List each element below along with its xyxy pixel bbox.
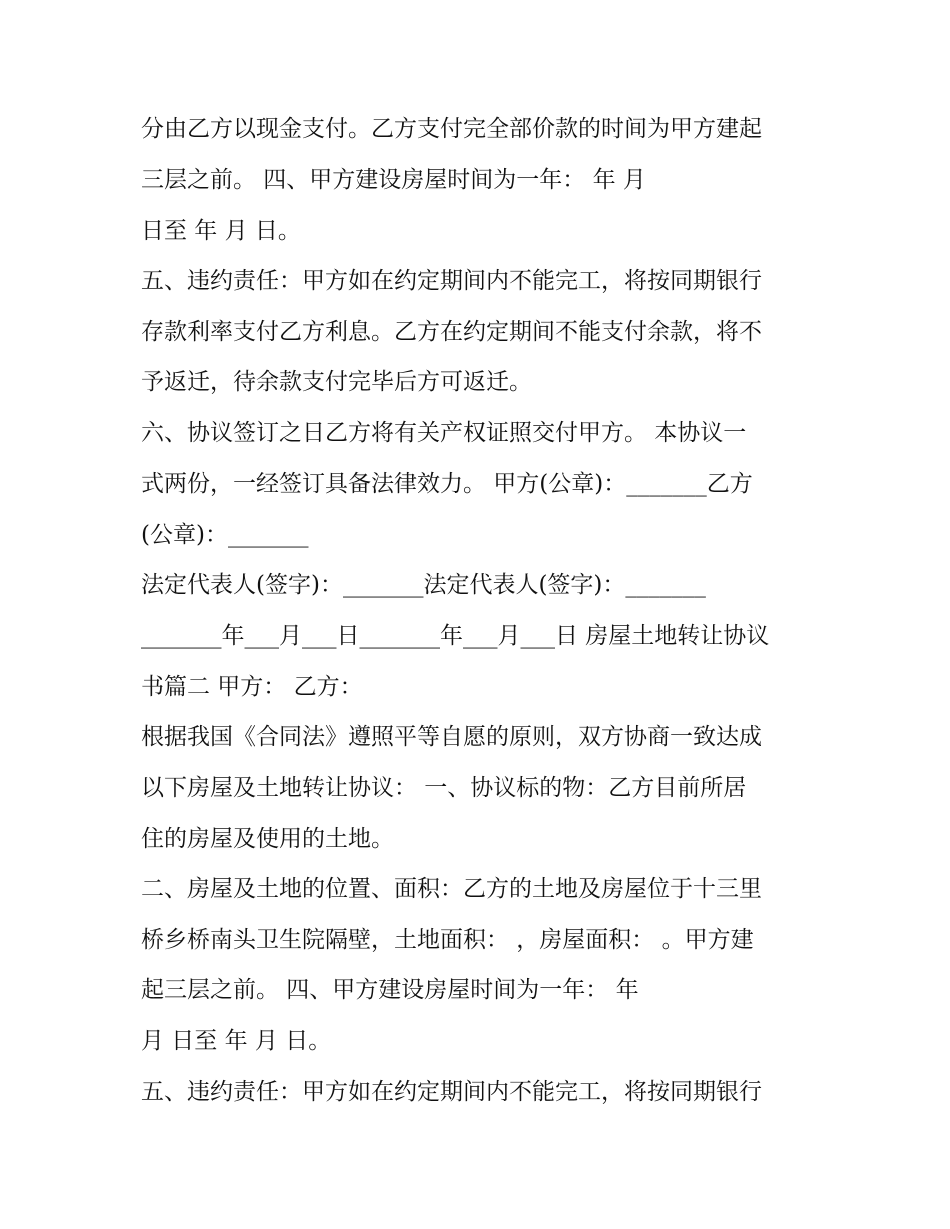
text-line: 日至 年 月 日。 [141, 218, 301, 244]
text-line: 二、房屋及土地的位置、面积：乙方的土地及房屋位于十三里 [141, 876, 762, 902]
text-line: 存款利率支付乙方利息。乙方在约定期间不能支付余款，将不 [141, 319, 762, 345]
text-line: 六、协议签订之日乙方将有关产权证照交付甲方。 本协议一 [141, 420, 747, 446]
text-line: 住的房屋及使用的土地。 [141, 826, 394, 852]
text-line: 书篇二 甲方： 乙方： [141, 674, 363, 700]
text-line: 三层之前。 四、甲方建设房屋时间为一年： 年 月 [141, 167, 646, 193]
text-line: 五、违约责任：甲方如在约定期间内不能完工，将按同期银行 [141, 268, 762, 294]
text-line: 分由乙方以现金支付。乙方支付完全部价款的时间为甲方建起 [141, 116, 762, 142]
text-line: 桥乡桥南头卫生院隔壁，土地面积： ，房屋面积： 。甲方建 [141, 927, 754, 953]
text-line: 法定代表人(签字)：_______法定代表人(签字)：_______ [141, 572, 706, 598]
text-line: 起三层之前。 四、甲方建设房屋时间为一年： 年 [141, 977, 639, 1003]
text-line: 以下房屋及土地转让协议： 一、协议标的物：乙方目前所居 [141, 775, 747, 801]
text-line: (公章)：_______ [141, 522, 309, 548]
text-line: _______年___月___日_______年___月___日 房屋土地转让协议 [141, 623, 770, 649]
text-line: 月 日至 年 月 日。 [141, 1028, 332, 1054]
text-line: 根据我国《合同法》遵照平等自愿的原则，双方协商一致达成 [141, 724, 762, 750]
text-line: 五、违约责任：甲方如在约定期间内不能完工，将按同期银行 [141, 1079, 762, 1105]
text-line: 式两份，一经签订具备法律效力。 甲方(公章)：_______乙方 [141, 471, 753, 497]
text-line: 予返迁，待余款支付完毕后方可返迁。 [141, 369, 532, 395]
